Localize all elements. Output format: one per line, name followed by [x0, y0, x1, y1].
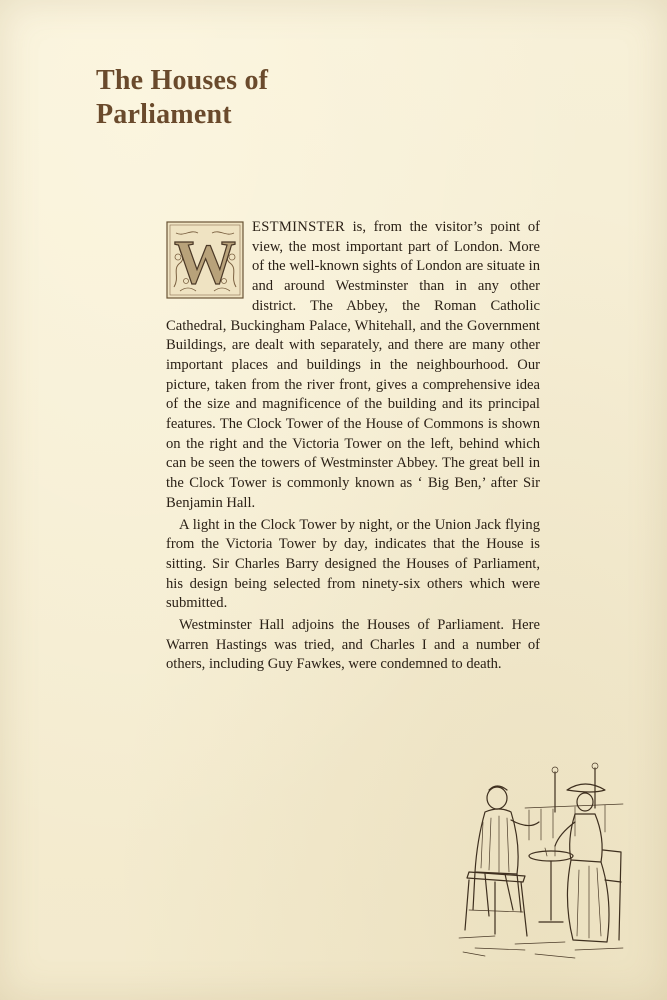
decorative-dropcap-w — [166, 221, 244, 299]
paragraph-2: A light in the Clock Tower by night, or the Union Jack flying from the Victoria Tower by day, indicates that the House is sitting. Sir Charles Barry designed the Houses of Parliament, his design being selected from ninety-six others which were submitted. — [166, 516, 540, 612]
page-title — [96, 64, 416, 132]
article-body — [166, 218, 540, 675]
paragraph-1-text: is, from the visitor’s point of view, the most important part of London. More of the well-known sights of London are situate in and around Westminster than in any other district. The Abbey, the Roman Catholic Cathedral, Buckingham Palace, Whitehall, and the Government Buildings, are dealt with separately, and there are many other important places and buildings in the neighbourhood. Our picture, taken from the river front, gives a comprehensive idea of the size and magnificence of the building and its principal features. The Clock Tower of the House of Commons is shown on the right and the Victoria Tower on the left, behind which can be seen the towers of Westminster Abbey. The great bell in the Clock Tower is commonly known as ‘ Big Ben,’ after Sir Benjamin Hall. — [166, 219, 540, 511]
page-title-line-1: The Houses of — [96, 65, 269, 96]
seated-couple-drawing-icon — [455, 760, 625, 960]
dropcap-letter: W — [174, 229, 236, 297]
paragraph-1 — [166, 218, 540, 514]
page-title-line-2: Parliament — [96, 99, 232, 130]
dropcap-ornament-icon — [166, 221, 244, 299]
lead-word: ESTMINSTER — [252, 219, 345, 235]
paragraph-3: Westminster Hall adjoins the Houses of Parliament. Here Warren Hastings was tried, and Charles I and a number of others, including Guy Fawkes, were condemned to death. — [166, 617, 540, 673]
cafe-couple-illustration — [455, 760, 625, 960]
